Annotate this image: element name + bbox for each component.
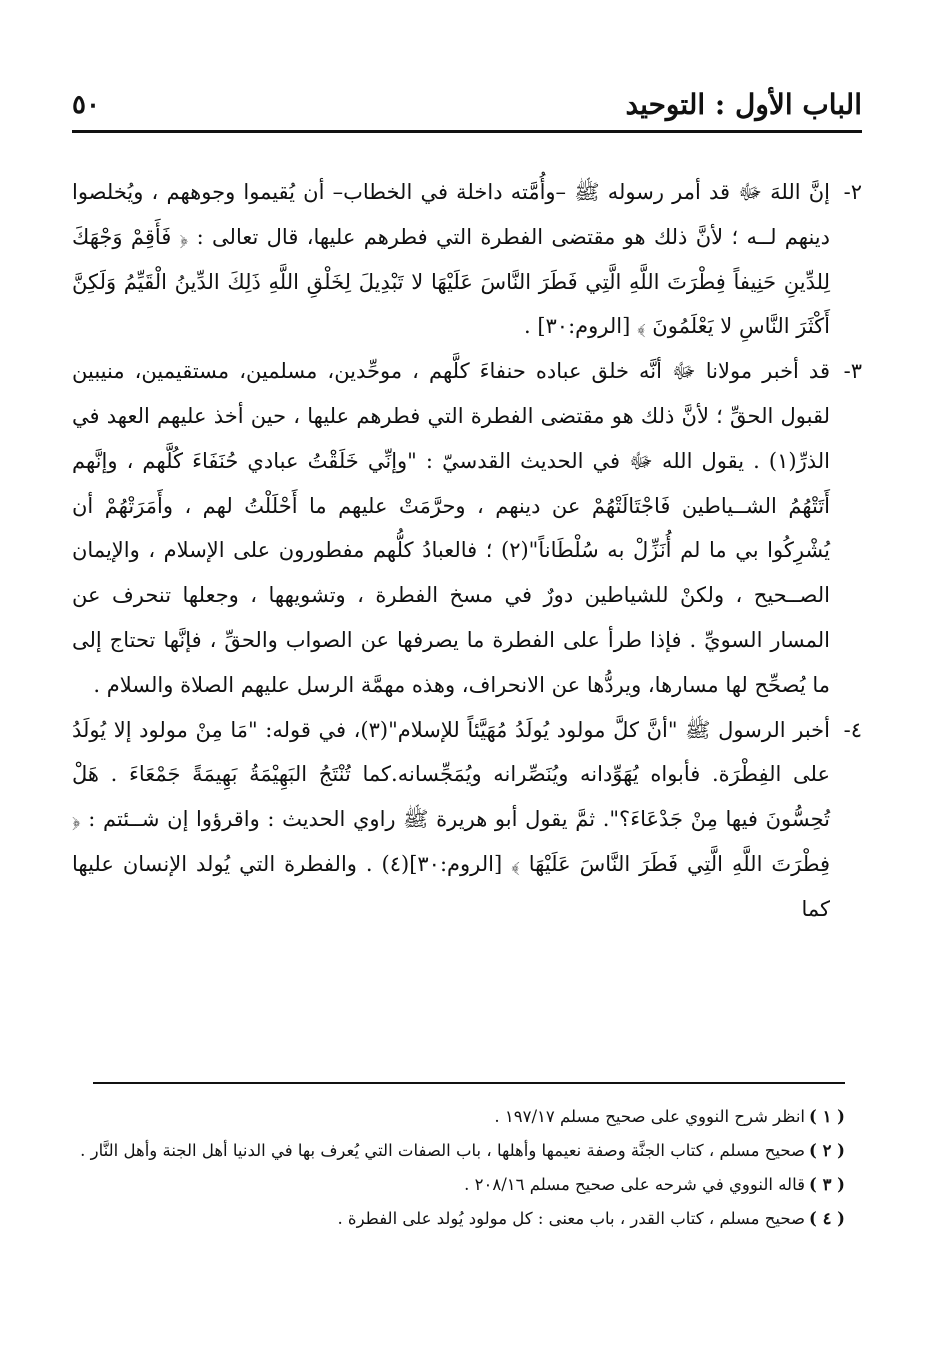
page-header: [72, 82, 862, 122]
footnote-text: قاله النووي في شرحه على صحيح مسلم ٢٠٨/١٦ .: [464, 1175, 805, 1194]
footnote: [72, 1100, 845, 1134]
footnote-text: انظر شرح النووي على صحيح مسلم ١٩٧/١٧ .: [494, 1107, 805, 1126]
footnote: [72, 1202, 845, 1236]
footnote-text: صحيح مسلم ، كتاب القدر ، باب معنى : كل مولود يُولد على الفطرة .: [337, 1209, 805, 1228]
item-number: ٢-: [843, 180, 862, 204]
item-text: أخبر الرسول ﷺ "أنَّ كلَّ مولود يُولَدُ مُهَيَّئاً للإسلام"(٣)، في قوله: "مَا مِنْ مولود إلا يُولَدُ على الفِطْرَة. فأبواه يُهَوِّدانه ويُنَصِّرانه ويُمَجِّسانه.كما تُنْتَجُ البَهِيْمَةُ بَهِيمَةً جَمْعَاءَ . هَلْ تُحِسُّونَ فيها مِنْ جَدْعَاءَ؟". ثمَّ يقول أبو هريرة ﷺ راوي الحديث : واقرؤوا إن شــئتم : ﴿ فِطْرَتَ اللَّهِ الَّتِي فَطَرَ النَّاسَ عَلَيْهَا ﴾ [الروم:٣٠](٤) . والفطرة التي يُولد الإنسان عليها كما: [72, 717, 830, 921]
header-divider: [72, 130, 862, 133]
item-text: إنَّ اللهَ ﷻ قد أمر رسوله ﷺ –وأُمَّته داخلة في الخطاب– أن يُقيموا وجوههم ، ويُخلصوا دينهم لــه ؛ لأنَّ ذلك هو مقتضى الفطرة التي فطرهم عليها، قال تعالى : ﴿ فَأَقِمْ وَجْهَكَ لِلدِّينِ حَنِيفاً فِطْرَتَ اللَّهِ الَّتِي فَطَرَ النَّاسَ عَلَيْهَا لا تَبْدِيلَ لِخَلْقِ اللَّهِ ذَلِكَ الدِّينُ الْقَيِّمُ وَلَكِنَّ أَكْثَرَ النَّاسِ لا يَعْلَمُونَ ﴾ [الروم:٣٠] .: [72, 180, 830, 339]
footnote-text: صحيح مسلم ، كتاب الجنَّة وصفة نعيمها وأهلها ، باب الصفات التي يُعرف بها في الدنيا أهل الجنة وأهل النَّار .: [80, 1141, 805, 1160]
item-number: ٣-: [843, 359, 862, 384]
item-text: قد أخبر مولانا ﷻ أنَّه خلق عباده حنفاءَ كلَّهم ، موحِّدين، مسلمين، مستقيمين، منيبين لقبول الحقِّ ؛ لأنَّ ذلك هو مقتضى الفطرة التي فطرهم عليها ، حين أخذ عليهم العهد في الذرِّ(١) . يقول الله ﷻ في الحديث القدسيّ : "وإنِّي خَلَقْتُ عبادي حُنَفَاءَ كُلَّهم ، وإنَّهم أَتَتْهُمُ الشــياطين فَاجْتَالَتْهُمْ عن دينهم ، وحرَّمَتْ عليهم ما أَحْلَلْتُ لهم ، وأَمَرَتْهُمْ أن يُشْرِكُوا بي ما لم أُنَزِّلْ به سُلْطَاناً"(٢) ؛ فالعبادُ كلُّهم مفطورون على الإسلام ، والإيمان الصــحيح ، ولكنْ للشياطين دورٌ في مسخ الفطرة ، وتشويهها ، وجعلها تنحرف عن المسار السويِّ . فإذا طرأ على الفطرة ما يصرفها عن الصواب والحقِّ ، فإنَّها تحتاج إلى ما يُصحِّح لها مسارها، ويردُّها عن الانحراف، وهذه مهمَّة الرسل عليهم الصلاة والسلام .: [72, 359, 830, 697]
footnote: [72, 1168, 845, 1202]
footnote-number: ( ١ ): [809, 1107, 845, 1126]
chapter-title: الباب الأول : التوحيد: [625, 88, 862, 121]
footnote-number: ( ٢ ): [809, 1141, 845, 1160]
page-number: ٥٠: [72, 90, 100, 120]
list-item: [72, 708, 862, 932]
footnote-number: ( ٣ ): [809, 1175, 845, 1194]
list-item: [72, 349, 862, 707]
footnote: [72, 1134, 845, 1168]
list-item: [72, 170, 862, 349]
footnotes: [72, 1100, 845, 1236]
footnote-number: ( ٤ ): [809, 1209, 845, 1228]
item-number: ٤-: [843, 717, 862, 742]
footnote-divider: [93, 1082, 845, 1084]
main-text: [72, 170, 862, 932]
